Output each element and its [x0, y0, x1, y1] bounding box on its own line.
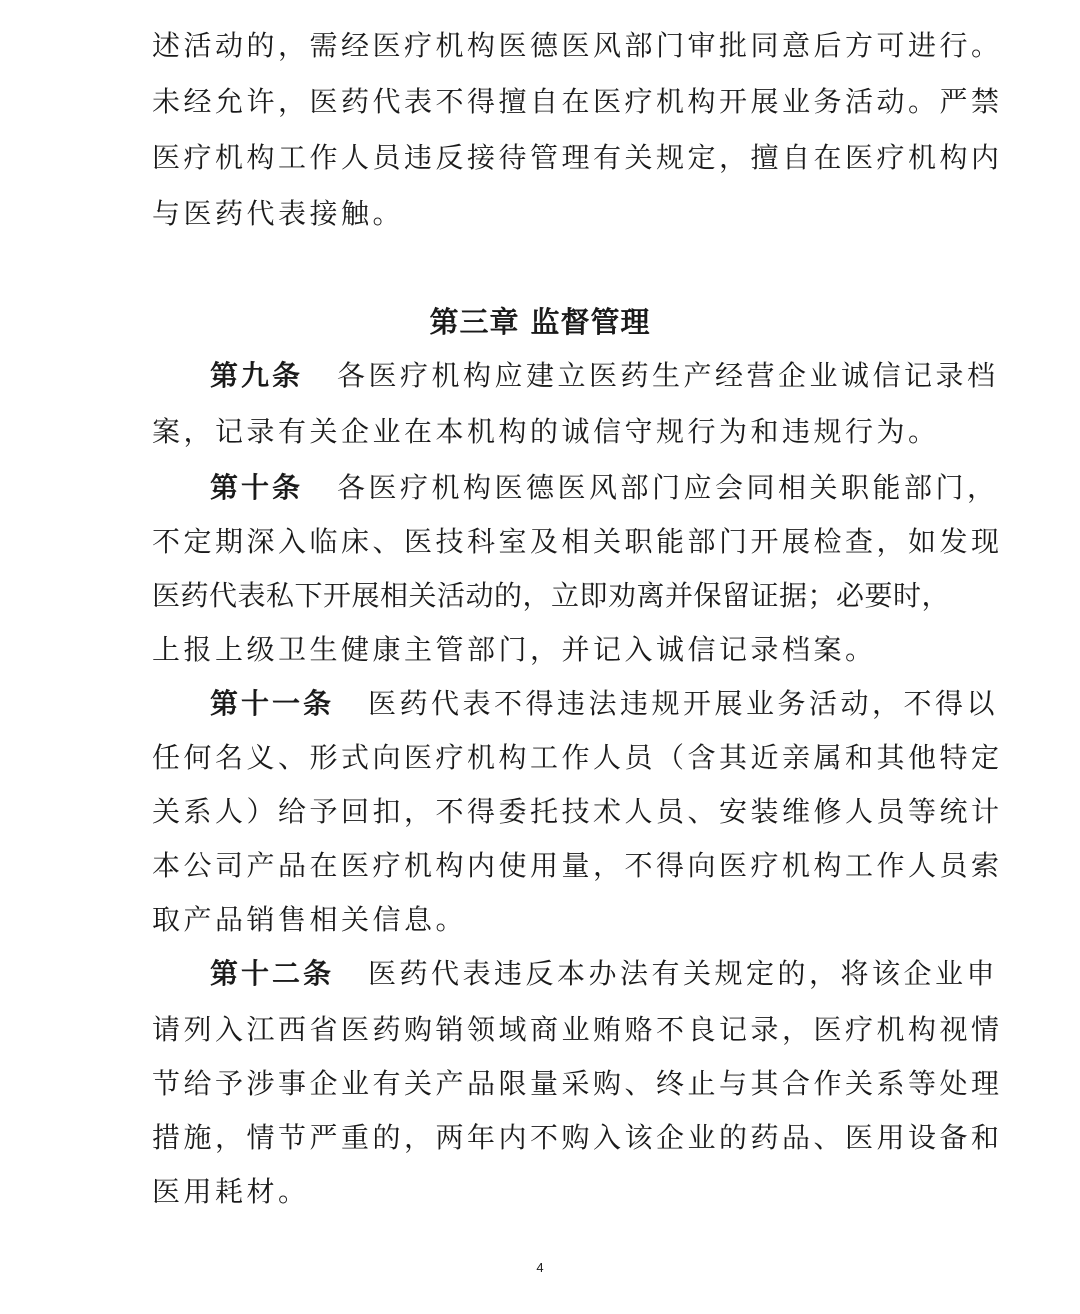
- paragraph-line: 案，记录有关企业在本机构的诚信守规行为和违规行为。: [152, 415, 940, 448]
- paragraph-line: 医药代表私下开展相关活动的，立即劝离并保留证据；必要时，: [152, 579, 951, 612]
- article-text: 医药代表违反本办法有关规定的，将该企业申: [368, 957, 999, 990]
- article-text: 各医疗机构应建立医药生产经营企业诚信记录档: [337, 359, 999, 392]
- paragraph-line: 述活动的，需经医疗机构医德医风部门审批同意后方可进行。: [152, 29, 1003, 62]
- paragraph-line: 节给予涉事企业有关产品限量采购、终止与其合作关系等处理: [152, 1067, 1003, 1100]
- paragraph-line: 请列入江西省医药购销领域商业贿赂不良记录，医疗机构视情: [152, 1013, 1003, 1046]
- page-number: 4: [536, 1260, 544, 1275]
- paragraph-line: 任何名义、形式向医疗机构工作人员（含其近亲属和其他特定: [152, 741, 1003, 774]
- article-12-first-line: [210, 954, 999, 994]
- article-label: 第十一条: [210, 687, 335, 720]
- article-text: 医药代表不得违法违规开展业务活动，不得以: [368, 687, 999, 720]
- paragraph-line: 未经允许，医药代表不得擅自在医疗机构开展业务活动。严禁: [152, 85, 1003, 118]
- paragraph-line: 与医药代表接触。: [152, 197, 405, 230]
- paragraph-line: 措施，情节严重的，两年内不购入该企业的药品、医用设备和: [152, 1121, 1003, 1154]
- article-10-first-line: [210, 468, 999, 508]
- paragraph-line: 取产品销售相关信息。: [152, 903, 468, 936]
- article-label: 第十二条: [210, 957, 335, 990]
- paragraph-line: 上报上级卫生健康主管部门，并记入诚信记录档案。: [152, 633, 877, 666]
- article-9-first-line: [210, 356, 999, 396]
- article-label: 第十条: [210, 471, 304, 504]
- paragraph-line: 本公司产品在医疗机构内使用量，不得向医疗机构工作人员索: [152, 849, 1003, 882]
- paragraph-line: 医用耗材。: [152, 1175, 310, 1208]
- article-11-first-line: [210, 684, 999, 724]
- paragraph-line: 不定期深入临床、医技科室及相关职能部门开展检查，如发现: [152, 525, 1003, 558]
- article-label: 第九条: [210, 359, 304, 392]
- paragraph-line: 关系人）给予回扣，不得委托技术人员、安装维修人员等统计: [152, 795, 1003, 828]
- paragraph-line: 医疗机构工作人员违反接待管理有关规定，擅自在医疗机构内: [152, 141, 1003, 174]
- article-text: 各医疗机构医德医风部门应会同相关职能部门，: [337, 471, 999, 504]
- chapter-title: 第三章 监督管理: [429, 305, 651, 339]
